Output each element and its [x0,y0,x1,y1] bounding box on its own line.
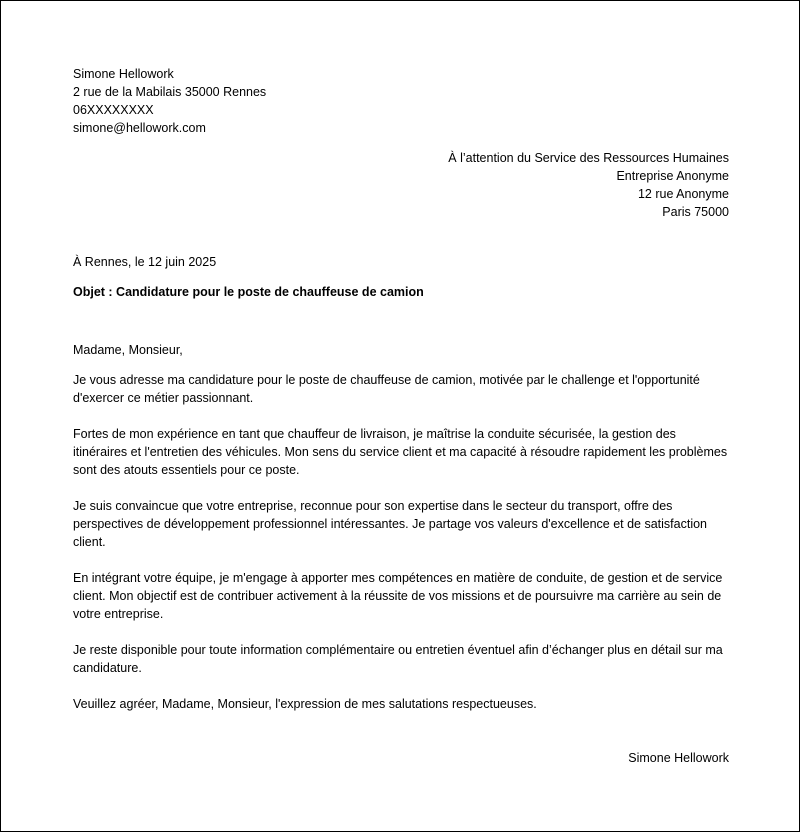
body-paragraph-5-text: Je reste disponible pour toute information complémentaire ou entretien éventuel afin d’échanger plus en détail sur ma candidature. [73,643,723,675]
sender-name: Simone Hellowork [73,67,174,81]
sender-phone: 06XXXXXXXX [73,103,154,117]
recipient-attention: À l’attention du Service des Ressources Humaines [448,151,729,165]
signature-text: Simone Hellowork [628,751,729,765]
recipient-street: 12 rue Anonyme [637,187,729,201]
signature [73,749,729,767]
sender-block [73,65,729,137]
body-paragraph-4 [73,569,729,623]
subject-line [73,283,729,301]
subject-text: Objet : Candidature pour le poste de chauffeuse de camion [73,285,424,299]
recipient-company: Entreprise Anonyme [616,169,729,183]
body-paragraph-2-text: Fortes de mon expérience en tant que chauffeur de livraison, je maîtrise la conduite sécurisée, la gestion des itinéraires et l'entretien des véhicules. Mon sens du service client et ma capacité à résoudre rapidement les problèmes sont des atouts essentiels pour ce poste. [73,427,728,477]
body-paragraph-1-text: Je vous adresse ma candidature pour le poste de chauffeuse de camion, motivée par le challenge et l'opportunité d'exercer ce métier passionnant. [73,373,700,405]
body-paragraph-5 [73,641,729,677]
sender-email: simone@hellowork.com [73,121,206,135]
body-paragraph-4-text: En intégrant votre équipe, je m'engage à apporter mes compétences en matière de conduite, de gestion et de service client. Mon objectif est de contribuer activement à la réussite de vos missions et de poursuivre ma carrière au sein de votre entreprise. [73,571,723,621]
closing-formula [73,695,729,713]
place-date [73,253,729,271]
body-paragraph-3 [73,497,729,551]
salutation [73,341,729,359]
sender-address: 2 rue de la Mabilais 35000 Rennes [73,85,267,99]
closing-formula-text: Veuillez agréer, Madame, Monsieur, l'expression de mes salutations respectueuses. [73,697,537,711]
recipient-city: Paris 75000 [662,205,729,219]
body-paragraph-2 [73,425,729,479]
salutation-text: Madame, Monsieur, [73,343,183,357]
body-paragraph-1 [73,371,729,407]
recipient-block [73,149,729,221]
place-date-text: À Rennes, le 12 juin 2025 [73,255,217,269]
body-paragraph-3-text: Je suis convaincue que votre entreprise, reconnue pour son expertise dans le secteur du transport, offre des perspectives de développement professionnel intéressantes. Je partage vos valeurs d'excellence et de satisfaction client. [73,499,708,549]
